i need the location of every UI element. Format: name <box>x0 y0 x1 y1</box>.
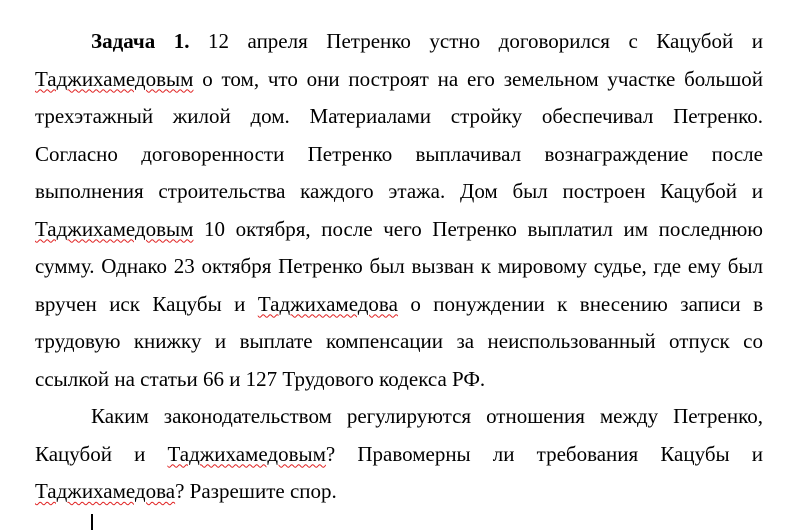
text-run: 10 октября, после чего Петренко выплатил им последнюю сумму. Однако 23 октября Петренко был вызван к мировому судье, где ему был вручен иск Кацубы и <box>35 216 763 316</box>
text-cursor <box>91 514 93 530</box>
misspelled-word[interactable]: Таджихамедовым <box>35 66 194 91</box>
misspelled-word[interactable]: Таджихамедовым <box>167 441 326 466</box>
text-run: 12 апреля Петренко устно договорился с Кацубой и <box>189 29 763 53</box>
task-paragraph[interactable] <box>35 23 763 398</box>
misspelled-word[interactable]: Таджихамедова <box>257 291 398 316</box>
text-run: о понуждении к внесению записи в трудовую книжку и выплате компенсации за неиспользованный отпуск со ссылкой на статьи 66 и 127 Трудового кодекса РФ. <box>35 291 763 391</box>
document-body[interactable] <box>35 23 763 511</box>
text-run: ? Разрешите спор. <box>175 479 337 503</box>
text-run: ? Правомерны ли требования Кацубы и <box>325 441 763 466</box>
text-run: о том, что они построят на его земельном участке большой трехэтажный жилой дом. Материалами стройку обеспечивал Петренко. Согласно договоренности Петренко выплачивал вознаграждение после выполнения строительства каждого этажа. Дом был построен Кацубой и <box>35 66 763 203</box>
misspelled-word[interactable]: Таджихамедовым <box>35 216 194 241</box>
misspelled-word[interactable]: Таджихамедова <box>35 479 176 503</box>
question-paragraph[interactable] <box>35 398 763 511</box>
text-run: Каким законодательством регулируются отношения между Петренко, Кацубой и <box>35 404 763 466</box>
task-label: Задача 1. <box>91 29 190 53</box>
